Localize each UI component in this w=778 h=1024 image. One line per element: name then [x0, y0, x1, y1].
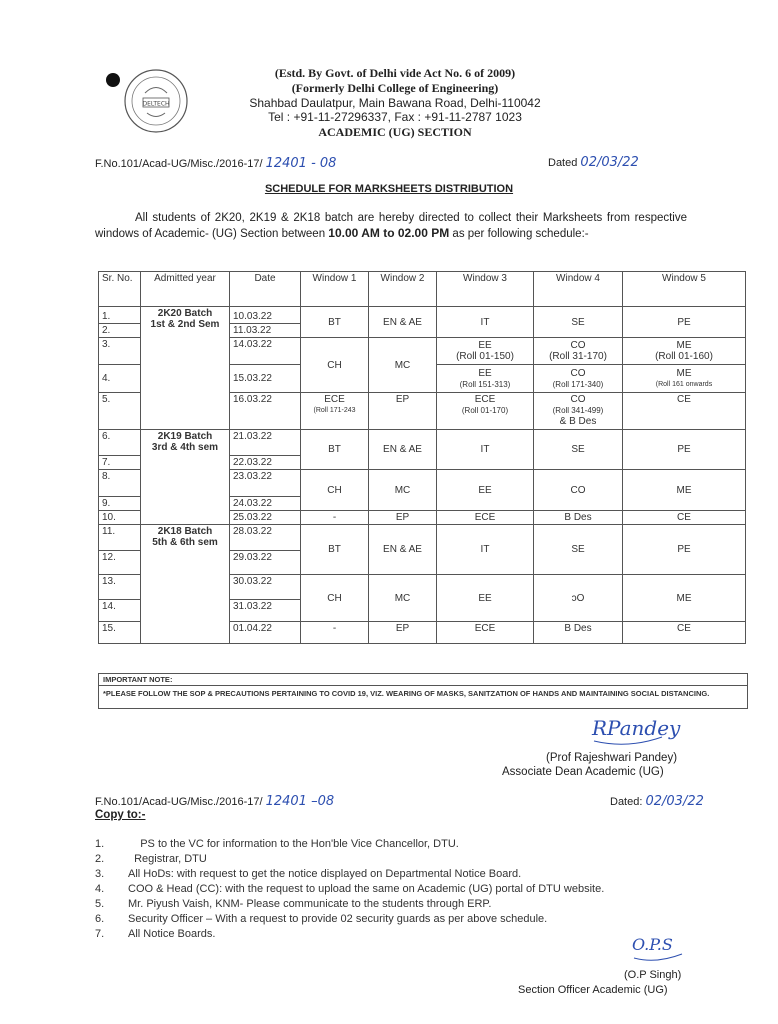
table-row: 11. 2K18 Batch 5th & 6th sem 28.03.22 BT EN & AE IT SE PE	[99, 525, 746, 551]
header-address: Shahbad Daulatpur, Main Bawana Road, Delhi-110042	[249, 96, 541, 110]
col-header-window-4: Window 4	[534, 272, 623, 307]
header-section: ACADEMIC (UG) SECTION	[318, 125, 472, 139]
col-header-date: Date	[230, 272, 301, 307]
signature-pandey	[588, 705, 681, 749]
list-item: 6. Security Officer – With a request to provide 02 security guards as per above schedule.	[95, 913, 548, 925]
list-item: 2. Registrar, DTU	[95, 853, 207, 865]
list-item: 4. COO & Head (CC): with the request to upload the same on Academic (UG) portal of DTU website.	[95, 883, 605, 895]
svg-text:DELTECH: DELTECH	[142, 100, 170, 108]
table-row: 13. 30.03.22 CH MC EE ɔO ME	[99, 575, 746, 600]
date-cell: 10.03.22	[230, 307, 301, 324]
col-header-window-2: Window 2	[369, 272, 437, 307]
header-formerly: (Formerly Delhi College of Engineering)	[291, 81, 499, 95]
file-number-handwritten: 12401 - 08	[265, 156, 337, 171]
copy-file-number: F.No.101/Acad-UG/Misc./2016-17/ 12401 –08	[95, 794, 335, 809]
col-header-year: Admitted year	[141, 272, 230, 307]
table-row: 8. 23.03.22 CH MC EE CO ME	[99, 470, 746, 497]
batch-cell: 2K18 Batch 5th & 6th sem	[141, 525, 230, 644]
copy-dated: Dated: 02/03/22	[610, 794, 704, 809]
copy-file-number-handwritten: 12401 –08	[265, 794, 335, 809]
intro-paragraph: All students of 2K20, 2K19 & 2K18 batch are hereby directed to collect their Marksheets from respective windows of Academic- (UG) Section between 10.00 AM to 02.00 PM as per following schedule:-	[95, 212, 687, 240]
svg-text:RPandey: RPandey	[592, 716, 681, 740]
table-row: 12. 29.03.22	[99, 551, 746, 575]
note-title: IMPORTANT NOTE:	[99, 674, 747, 686]
table-row: 2. 11.03.22	[99, 324, 746, 338]
table-row: 6. 2K19 Batch 3rd & 4th sem 21.03.22 BT EN & AE IT SE PE	[99, 430, 746, 456]
batch-cell: 2K20 Batch 1st & 2nd Sem	[141, 307, 230, 430]
header-estd: (Estd. By Govt. of Delhi vide Act No. 6 of 2009)	[274, 66, 516, 80]
table-row: 5. 16.03.22 ECE (Roll 171-243 EP ECE (Roll 01-170) CO (Roll 341-499) & B Des CE	[99, 393, 746, 430]
col-header-window-3: Window 3	[437, 272, 534, 307]
important-note	[98, 673, 748, 709]
schedule-table	[98, 271, 746, 644]
signatory-name-1: (Prof Rajeshwari Pandey)	[546, 752, 678, 764]
hole-punch-mark	[106, 73, 120, 87]
dated-handwritten: 02/03/22	[580, 155, 639, 170]
sr-no: 1.	[99, 307, 141, 324]
page-title: SCHEDULE FOR MARKSHEETS DISTRIBUTION	[264, 183, 514, 195]
table-row: 14. 31.03.22	[99, 600, 746, 622]
copy-dated-handwritten: 02/03/22	[645, 794, 704, 809]
list-item: 7. All Notice Boards.	[95, 928, 216, 940]
file-number-text: F.No.101/Acad-UG/Misc./2016-17/	[95, 158, 263, 170]
copy-list	[95, 838, 604, 943]
table-row: 1. 2K20 Batch 1st & 2nd Sem 10.03.22 BT EN & AE IT SE PE	[99, 307, 746, 324]
col-header-sr: Sr. No.	[99, 272, 141, 307]
list-item: 3. All HoDs: with request to get the notice displayed on Departmental Notice Board.	[95, 868, 522, 880]
signatory-title-1: Associate Dean Academic (UG)	[502, 766, 664, 778]
table-row: 10. 25.03.22 - EP ECE B Des CE	[99, 511, 746, 525]
list-item: 5. Mr. Piyush Vaish, KNM- Please communicate to the students through ERP.	[95, 898, 492, 910]
list-item: 1. PS to the VC for information to the Hon'ble Vice Chancellor, DTU.	[95, 838, 459, 850]
table-row: 3. 14.03.22 CH MC EE (Roll 01-150) CO (Roll 31-170) ME (Roll 01-160)	[99, 338, 746, 365]
table-header-row	[99, 272, 746, 307]
dated-label: Dated	[548, 157, 578, 169]
signatory-title-2: Section Officer Academic (UG)	[518, 984, 668, 996]
time-window: 10.00 AM to 02.00 PM	[328, 226, 450, 240]
table-row: 7. 22.03.22	[99, 456, 746, 470]
header-contact: Tel : +91-11-27296337, Fax : +91-11-2787 1023	[268, 110, 522, 124]
table-row: 15. 01.04.22 - EP ECE B Des CE	[99, 622, 746, 644]
note-text: *PLEASE FOLLOW THE SOP & PRECAUTIONS PERTAINING TO COVID 19, VIZ. WEARING OF MASKS, SANITZATION OF HANDS AND MAINTAINING SOCIAL DISTANCING.	[103, 689, 710, 698]
col-header-window-1: Window 1	[301, 272, 369, 307]
svg-text:O.P.S: O.P.S	[632, 935, 673, 954]
file-number	[95, 156, 336, 171]
table-row: 4. 15.03.22 EE (Roll 151-313) CO (Roll 171-340) ME (Roll 161 onwards	[99, 365, 746, 393]
col-header-window-5: Window 5	[623, 272, 746, 307]
dated	[548, 155, 639, 170]
copy-to-heading: Copy to:-	[95, 809, 146, 821]
table-row: 9. 24.03.22	[99, 497, 746, 511]
batch-cell: 2K19 Batch 3rd & 4th sem	[141, 430, 230, 525]
signatory-name-2: (O.P Singh)	[624, 969, 682, 981]
signature-singh	[628, 924, 688, 966]
